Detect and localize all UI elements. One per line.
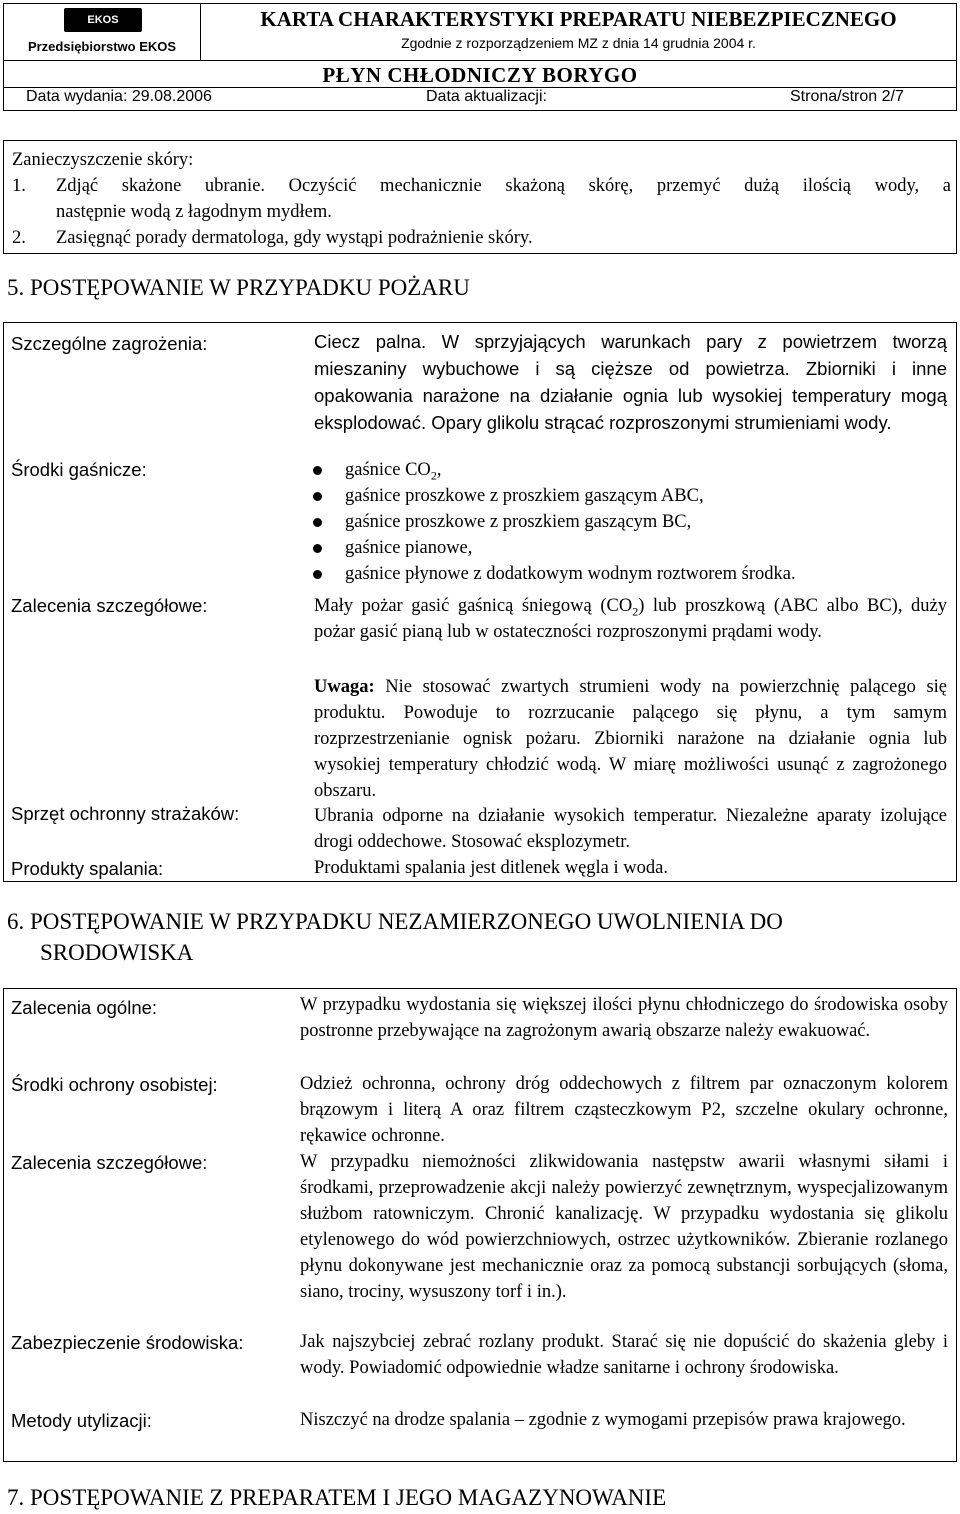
- equipment-label: Sprzęt ochronny strażaków:: [11, 803, 240, 824]
- detailed-text: Mały pożar gasić gaśnicą śniegową $(CO_2)$ lub proszkową (ABC albo BC), duży pożar gasić pianą lub w ostateczności rozproszonymi prądami wody.: [314, 596, 947, 642]
- bullet-icon: [313, 518, 322, 527]
- section6-title-line2: SRODOWISKA: [40, 940, 194, 965]
- hazards-text: Ciecz palna. W sprzyjających warunkach pary z powietrzem tworzą mieszaniny wybuchowe i są cięższe od powietrza. Zbiorniki i inne opakowania narażone na działanie ognia lub wysokiej temperatury mogą eksplodować. Opary glikolu strącać rozproszonymi strumieniami wody.: [314, 331, 947, 433]
- section7-title: 7. POSTĘPOWANIE Z PREPARATEM I JEGO MAGAZYNOWANIE: [7, 1485, 667, 1510]
- equipment-text: Ubrania odporne na działanie wysokich temperatur. Niezależne aparaty izolujące drogi oddechowe. Stosować eksplozymetr.: [314, 806, 947, 852]
- header-info-row: [3, 86, 957, 111]
- detailed-text-6: W przypadku niemożności zlikwidowania następstw awarii własnymi siłami i środkami, przeprowadzenie akcji należy powierzyć zewnętrznym, wyspecjalizowanym służbom ratowniczym. Chronić kanalizację. W przypadku wydostania się glikolu etylenowego do wód powierzchniowych, ostrzec użytkowników. Zbieranie rozlanego płynu dokonywane jest mechanicznie oraz za pomocą substancji sorbujących (słoma, siano, trociny, wysuszony torf i in.).: [300, 1152, 948, 1302]
- products-label: Produkty spalania:: [11, 858, 164, 879]
- disposal-text: Niszczyć na drodze spalania – zgodnie z wymogami przepisów prawa krajowego.: [300, 1410, 906, 1430]
- extinguish-label: Środki gaśnicze:: [11, 459, 147, 480]
- document-subtitle: Zgodnie z rozporządzeniem MZ z dnia 14 grudnia 2004 r.: [401, 35, 756, 51]
- skin-item1-line2: następnie wodą z łagodnym mydłem.: [56, 202, 332, 222]
- general-text: W przypadku wydostania się większej ilości płynu chłodniczego do środowiska osoby postronne przebywające na zagrożonym awarią obszarze należy ewakuować.: [300, 995, 948, 1041]
- detailed-label-6: Zalecenia szczegółowe:: [11, 1152, 208, 1173]
- section6-title-line1: 6. POSTĘPOWANIE W PRZYPADKU NEZAMIERZONEGO UWOLNIENIA DO: [7, 909, 783, 934]
- issue-date: Data wydania: 29.08.2006: [26, 88, 212, 105]
- disposal-label: Metody utylizacji:: [11, 1410, 152, 1431]
- section5-table: Szczególne zagrożenia: Ciecz palna. W sprzyjających warunkach pary z powietrzem tworzą mieszaniny wybuchowe i są cięższe od powietrza. Zbiorniki i inne opakowania narażone na działanie ognia lub wysokiej temperatury mogą eksplodować. Opary glikolu strącać rozproszonymi strumieniami wody. Środki gaśnicze: gaśnice $CO_2$, gaśnice proszkowe z proszkiem gaszącym ABC, gaśnice proszkowe z proszkiem gaszącym BC, gaśnice pianowe, gaśnice płynowe z dodatkowym wodnym roztworem środka. Zalecenia szczegółowe: Mały pożar gasić gaśnicą śniegową $(CO_2)$ lub proszkową (ABC albo BC), duży pożar gasić pianą lub w ostateczności rozproszonymi prądami wody. Uwaga: Nie stosować zwartych strumieni wody na powierzchnię palącego się produktu. Powoduje to rozrzucanie palącego się płynu, a tym samym rozprzestrzenianie ognisk pożaru. Zbiorniki narażone na działanie ognia lub wysokiej temperatury chłodzić wodą. W miarę możliwości usunąć z zagrożonego obszaru. Sprzęt ochronny strażaków: Ubrania odporne na działanie wysokich temperatur. Niezależne aparaty izolujące drogi oddechowe. Stosować eksplozymetr. Produkty spalania: Produktami spalania jest ditlenek węgla i woda.: [3, 322, 957, 882]
- product-name: PŁYN CHŁODNICZY BORYGO: [322, 63, 638, 87]
- env-text: Jak najszybciej zebrać rozlany produkt. Starać się nie dopuścić do skażenia gleby i wody. Powiadomić odpowiednie władze sanitarne i ochrony środowiska.: [300, 1332, 948, 1378]
- general-label: Zalecenia ogólne:: [11, 997, 158, 1018]
- bullet-icon: [313, 466, 322, 475]
- company-logo: EKOS: [64, 8, 142, 32]
- update-date: Data aktualizacji:: [426, 88, 547, 105]
- header-divider: [4, 60, 956, 61]
- skin-contamination-box: [3, 140, 957, 254]
- products-text: Produktami spalania jest ditlenek węgla i woda.: [314, 858, 668, 878]
- hazards-label: Szczególne zagrożenia:: [11, 333, 208, 354]
- logo-cell: [4, 4, 201, 60]
- skin-heading: Zanieczyszczenie skóry:: [12, 150, 194, 170]
- section5-title: 5. POSTĘPOWANIE W PRZYPADKU POŻARU: [7, 275, 470, 300]
- personal-label: Środki ochrony osobistej:: [11, 1074, 218, 1095]
- personal-text: Odzież ochronna, ochrony dróg oddechowych z filtrem par oznaczonym kolorem brązowym i literą A oraz filtrem cząsteczkowym P2, szczelne okulary ochronne, rękawice ochronne.: [300, 1074, 948, 1146]
- skin-item2-text: Zasięgnąć porady dermatologa, gdy wystąpi podrażnienie skóry.: [56, 228, 533, 248]
- warning-text: Uwaga: Nie stosować zwartych strumieni wody na powierzchnię palącego się produktu. Powoduje to rozrzucanie palącego się płynu, a tym samym rozprzestrzenianie ognisk pożaru. Zbiorniki narażone na działanie ognia lub wysokiej temperatury chłodzić wodą. W miarę możliwości usunąć z zagrożonego obszaru.: [314, 677, 947, 801]
- bullet-icon: [313, 492, 322, 501]
- env-label: Zabezpieczenie środowiska:: [11, 1332, 244, 1353]
- skin-item2-number: 2.: [12, 228, 26, 248]
- section6-table: [3, 988, 957, 1462]
- document-header: [3, 3, 957, 88]
- bullet-icon: [313, 544, 322, 553]
- document-title: KARTA CHARAKTERYSTYKI PREPARATU NIEBEZPIECZNEGO: [260, 7, 897, 31]
- detailed-label: Zalecenia szczegółowe:: [11, 595, 208, 616]
- skin-item1-line1: Zdjąć skażone ubranie. Oczyścić mechanicznie skażoną skórę, przemyć dużą ilością wody, a: [56, 176, 951, 196]
- bullet-icon: [313, 570, 322, 579]
- page-number: Strona/stron 2/7: [790, 88, 904, 105]
- company-name: Przedsiębiorstwo EKOS: [27, 39, 177, 54]
- skin-item1-number: 1.: [12, 176, 26, 196]
